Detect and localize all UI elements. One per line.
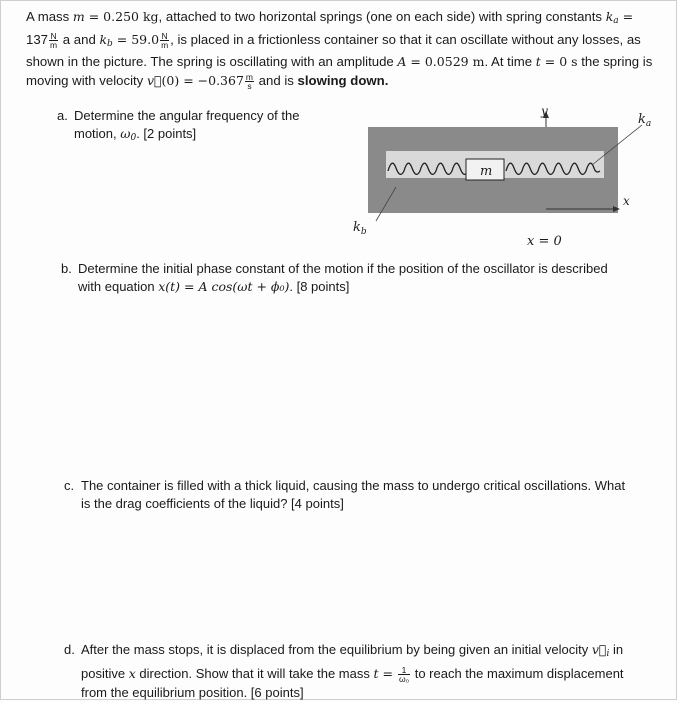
kb-label: $k_b$ [353,220,367,237]
question-b: b. Determine the initial phase constant of the motion if the position of the oscillator is described with equation x(t) = A cos(ωt + ϕ₀). [8 points] [61,261,608,294]
question-a: a. Determine the angular frequency of the motion, $\omega_0$. [2 points] [57,108,300,143]
unit-fraction-N-m-2: $\frac{N}{m}$ [161,30,169,50]
mass-label: m [480,164,493,179]
problem-statement: A mass m = 0.250 kg, attached to two horizontal springs (one on each side) with spring constants $k_a$ = 137 $\frac{N}{m}$ a and $k_b = 59.0$ $\frac{N}{m}$ , is placed in a frictionless container so that it can oscillate without any losses, as shown in the picture. The spring is oscillating with an amplitude A = 0.0529 m. At time t = 0 s the spring is moving with velocity v⃗(0) = −0.367 $\frac{m}{s}$ and is slowing down. [26,9,653,91]
fraction-one-over-omega: $\frac{1}{\text{ω₀}}$ [398,665,410,685]
unit-fraction-m-s: $\frac{m}{s}$ [245,71,253,91]
spring-mass-diagram [340,103,665,258]
equilibrium-label: x = 0 [527,234,562,249]
y-axis-label: y [541,104,548,118]
unit-fraction-N-m: $\frac{N}{m}$ [50,30,58,50]
question-d: d. After the mass stops, it is displaced from the equilibrium by being given an initial velocity $v⃗_i$ in positive x direction. Show that it will take the mass t = $\frac{1}{\text{ω₀}}$ to reach the maximum displacement from the equilibrium position. [6 points] [64,642,624,701]
x-axis-label: x [623,194,630,208]
question-c: c. The container is filled with a thick liquid, causing the mass to undergo critical oscillations. What is the drag coefficients of the liquid? [4 points] [64,478,626,511]
ka-label: $k_a$ [638,112,652,129]
